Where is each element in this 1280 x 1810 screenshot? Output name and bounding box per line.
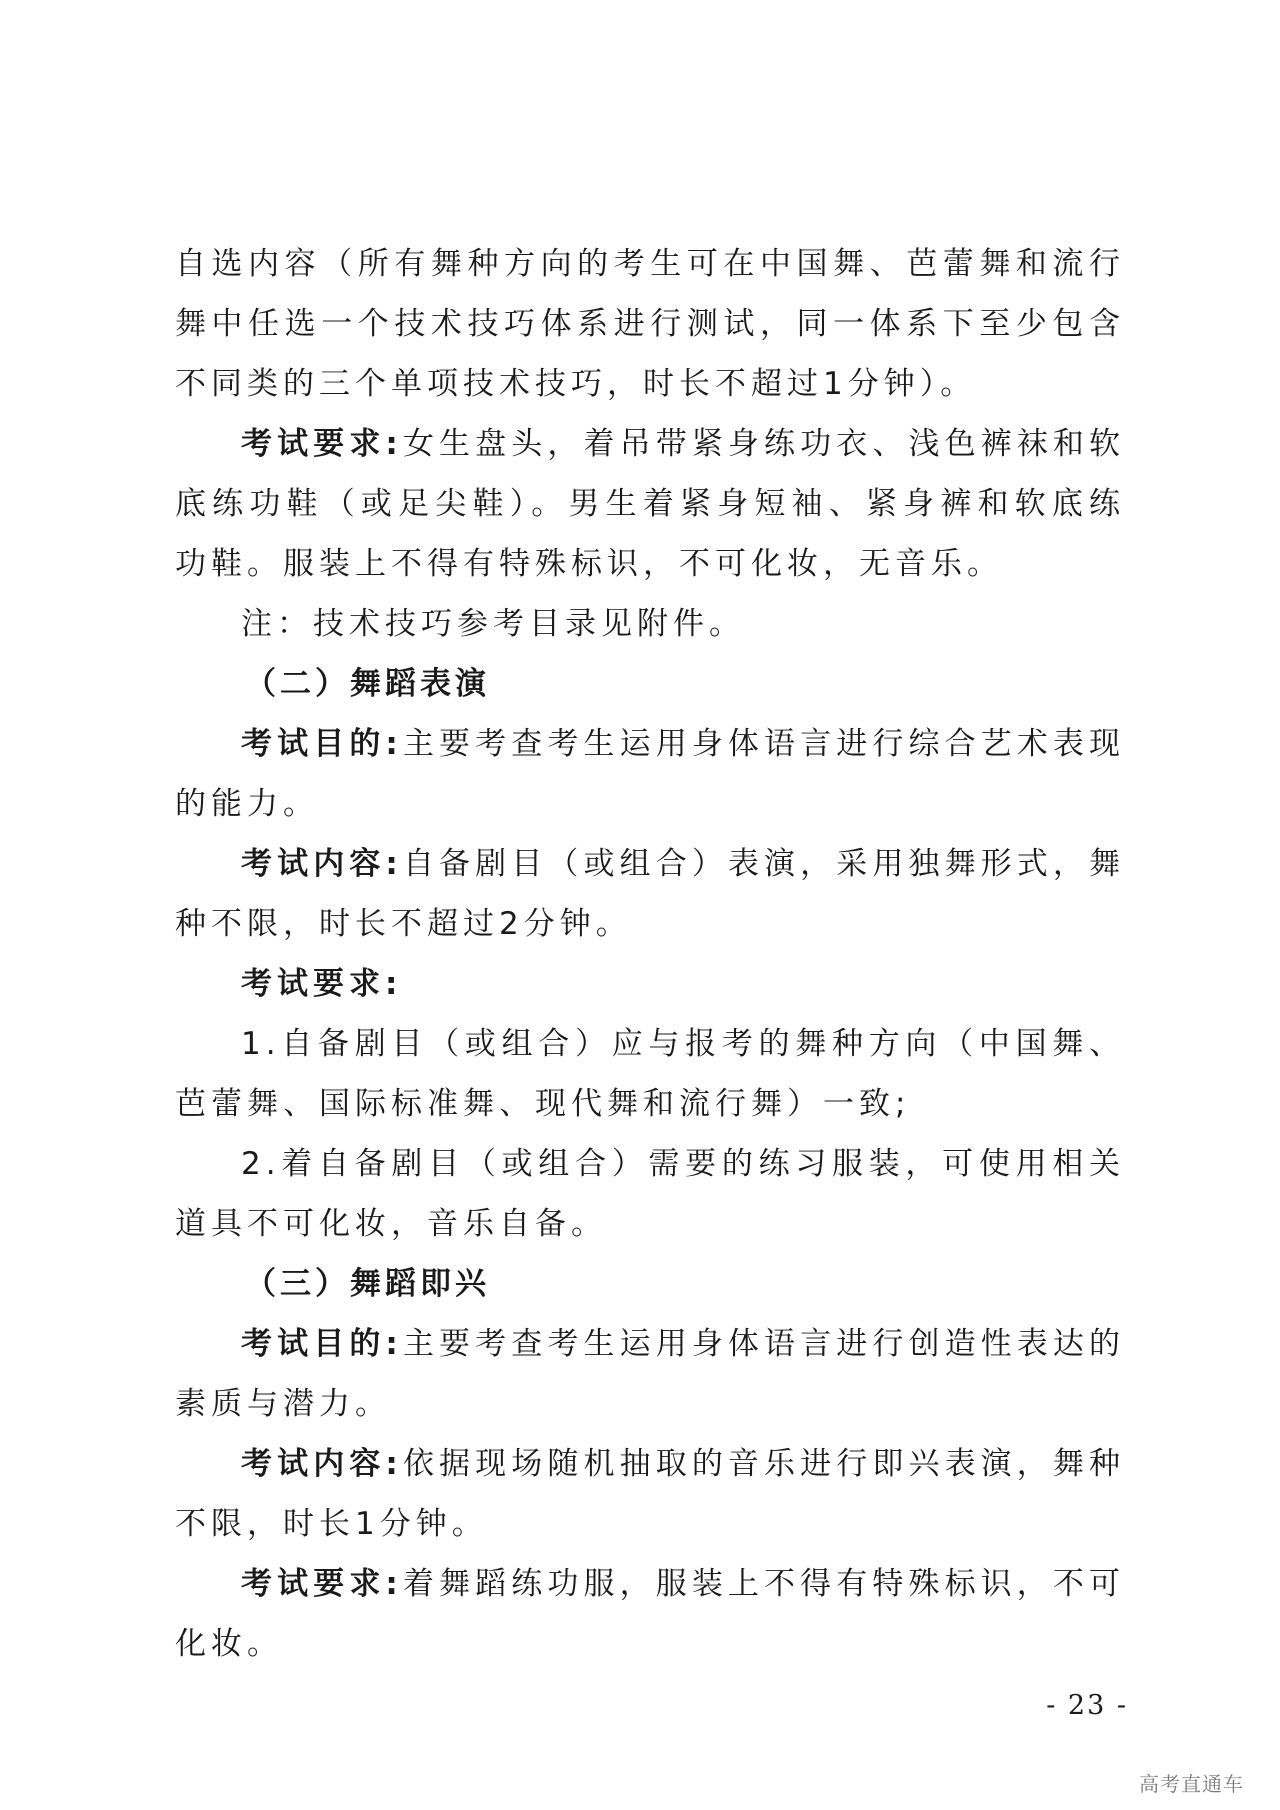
paragraph-text: 注：技术技巧参考目录见附件。	[241, 606, 745, 642]
section-heading-dance-performance: （二）舞蹈表演	[245, 666, 490, 702]
paragraph-label: 考试内容:	[241, 1446, 403, 1482]
paragraph-text: 自选内容（所有舞种方向的考生可在中国舞、芭蕾舞和流行舞中任选一个技术技巧体系进行测试，同一体系下至少包含不同类的三个单项技术技巧，时长不超过1分钟）。	[175, 246, 1125, 402]
document-body	[175, 234, 1125, 1674]
page-number: - 23 -	[1046, 1690, 1128, 1721]
paragraph-exam-content-performance	[175, 834, 1125, 954]
paragraph-text: 着舞蹈练功服，服装上不得有特殊标识，不可化妆。	[175, 1566, 1126, 1662]
paragraph-text: 2.着自备剧目（或组合）需要的练习服装，可使用相关道具不可化妆，音乐自备。	[175, 1146, 1125, 1242]
paragraph-label: 考试要求:	[241, 1566, 403, 1602]
paragraph-label: 考试目的:	[241, 1326, 403, 1362]
list-item-requirement-2	[175, 1134, 1125, 1254]
paragraph-exam-purpose-performance	[175, 714, 1125, 834]
section-heading-dance-improvisation: （三）舞蹈即兴	[245, 1266, 490, 1302]
paragraph-label: 考试目的:	[241, 726, 403, 762]
paragraph-label: 考试要求:	[241, 966, 403, 1002]
paragraph-text: 1.自备剧目（或组合）应与报考的舞种方向（中国舞、芭蕾舞、国际标准舞、现代舞和流行舞）一致;	[175, 1026, 1125, 1122]
paragraph-text: 主要考查考生运用身体语言进行综合艺术表现的能力。	[175, 726, 1126, 822]
watermark-text: 高考直通车	[1139, 1772, 1244, 1796]
paragraph-label: 考试要求:	[241, 426, 403, 462]
paragraph-exam-requirements-technique	[175, 414, 1125, 594]
paragraph-optional-content	[175, 234, 1125, 414]
paragraph-text: 女生盘头，着吊带紧身练功衣、浅色裤袜和软底练功鞋（或足尖鞋）。男生着紧身短袖、紧身裤和软底练功鞋。服装上不得有特殊标识，不可化妆，无音乐。	[175, 426, 1126, 582]
paragraph-text: 主要考查考生运用身体语言进行创造性表达的素质与潜力。	[175, 1326, 1126, 1422]
paragraph-exam-requirements-performance	[175, 954, 1125, 1014]
paragraph-text: 自备剧目（或组合）表演，采用独舞形式，舞种不限，时长不超过2分钟。	[175, 846, 1126, 942]
paragraph-label: 考试内容:	[241, 846, 403, 882]
paragraph-exam-purpose-improvisation	[175, 1314, 1125, 1434]
paragraph-exam-content-improvisation	[175, 1434, 1125, 1554]
list-item-requirement-1	[175, 1014, 1125, 1134]
paragraph-text: 依据现场随机抽取的音乐进行即兴表演，舞种不限，时长1分钟。	[175, 1446, 1126, 1542]
paragraph-exam-requirements-improvisation	[175, 1554, 1125, 1674]
paragraph-note	[175, 594, 1125, 654]
